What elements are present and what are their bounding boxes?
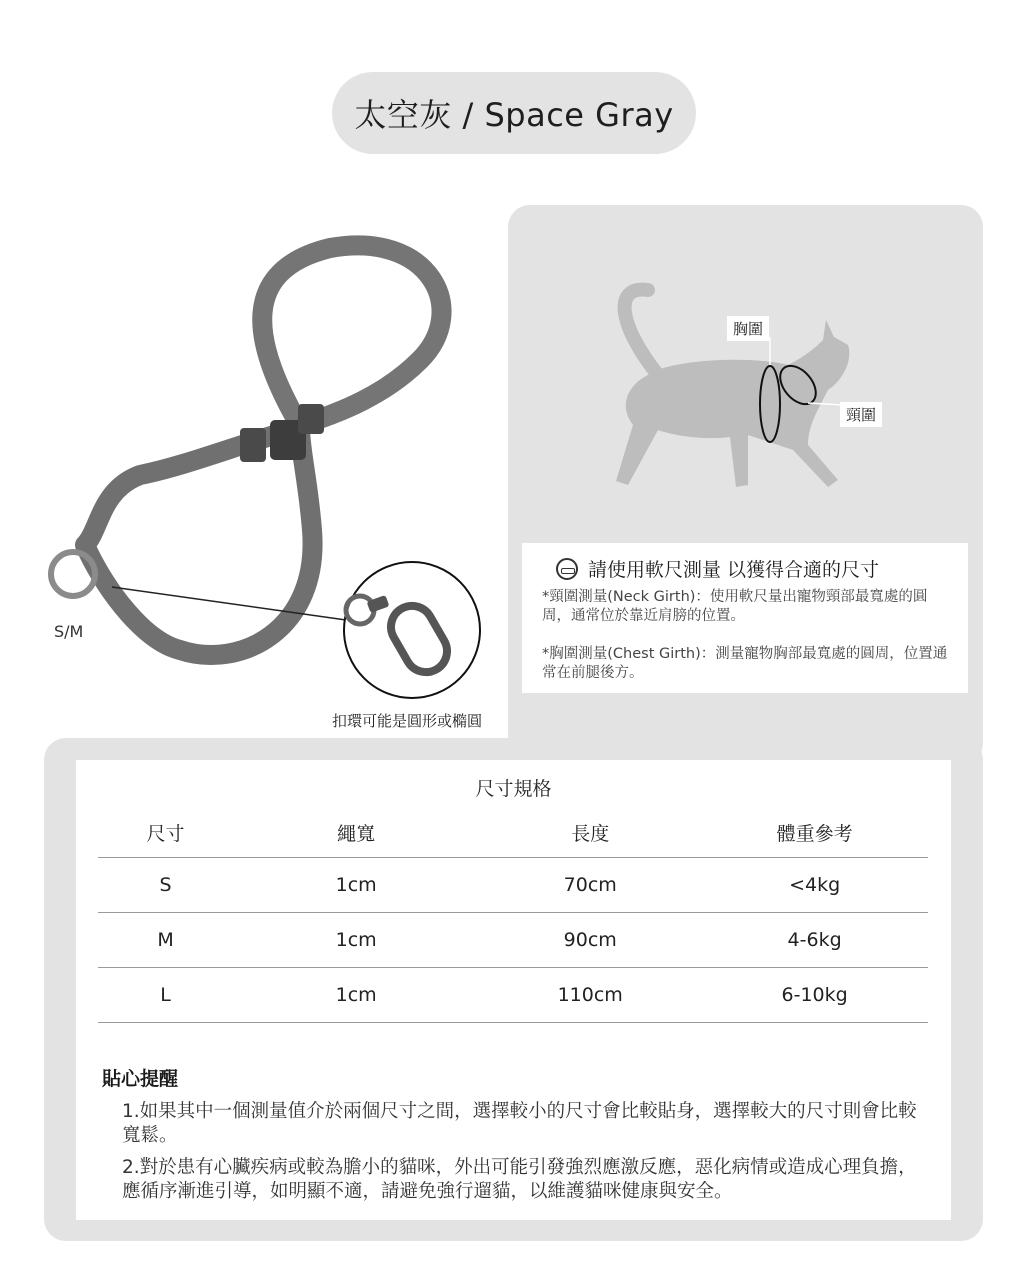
size-label: S/M [54, 622, 84, 641]
cell-weight: 6-10kg [781, 984, 848, 1006]
measuring-tape-icon [556, 558, 578, 580]
measurement-title [556, 555, 950, 582]
table-row [98, 913, 928, 968]
clasp-caption: 扣環可能是圓形或橢圓 [332, 712, 483, 730]
header-weight: 體重參考 [776, 823, 853, 845]
header-length: 長度 [571, 823, 610, 845]
spec-title: 尺寸規格 [475, 778, 552, 800]
cell-weight: <4kg [789, 874, 841, 896]
tip-item: 1.如果其中一個測量值介於兩個尺寸之間，選擇較小的尺寸會比較貼身，選擇較大的尺寸則會比較寬鬆。 [122, 1101, 917, 1146]
table-header-row [98, 808, 928, 858]
chest-girth-label: 胸圍 [727, 316, 769, 341]
neck-girth-note: *頸圍測量(Neck Girth)：使用軟尺量出寵物頸部最寬處的圓周，通常位於靠近肩膀的位置。 [542, 589, 928, 624]
cell-width: 1cm [335, 874, 377, 896]
tip-item: 2.對於患有心臟疾病或較為膽小的貓咪，外出可能引發強烈應激反應，惡化病情或造成心理負擔，應循序漸進引導，如明顯不適，請避免強行遛貓，以維護貓咪健康與安全。 [122, 1157, 917, 1202]
measurement-title-text: 請使用軟尺測量 以獲得合適的尺寸 [588, 559, 880, 581]
cell-length: 90cm [563, 929, 617, 951]
neck-girth-label: 頸圍 [840, 402, 882, 427]
table-row [98, 858, 928, 913]
tips-heading: 貼心提醒 [102, 1068, 179, 1090]
cell-width: 1cm [335, 984, 377, 1006]
cell-size: M [157, 929, 174, 951]
cell-length: 70cm [563, 874, 617, 896]
chest-girth-note: *胸圍測量(Chest Girth)：測量寵物胸部最寬處的圓周，位置通常在前腿後方。 [542, 646, 948, 681]
header-size: 尺寸 [146, 823, 185, 845]
tips-list [122, 1100, 932, 1212]
cell-weight: 4-6kg [787, 929, 842, 951]
measurement-instructions [522, 543, 968, 693]
size-spec-card [76, 760, 951, 1220]
header-width: 繩寬 [337, 823, 376, 845]
table-row [98, 968, 928, 1023]
cell-width: 1cm [335, 929, 377, 951]
cell-size: S [159, 874, 172, 896]
cell-size: L [160, 984, 171, 1006]
harness-illustration [0, 200, 520, 740]
size-spec-table [98, 808, 928, 1023]
cell-length: 110cm [557, 984, 623, 1006]
cat-measurement-diagram [508, 205, 983, 535]
color-name-pill: 太空灰 / Space Gray [332, 72, 696, 154]
